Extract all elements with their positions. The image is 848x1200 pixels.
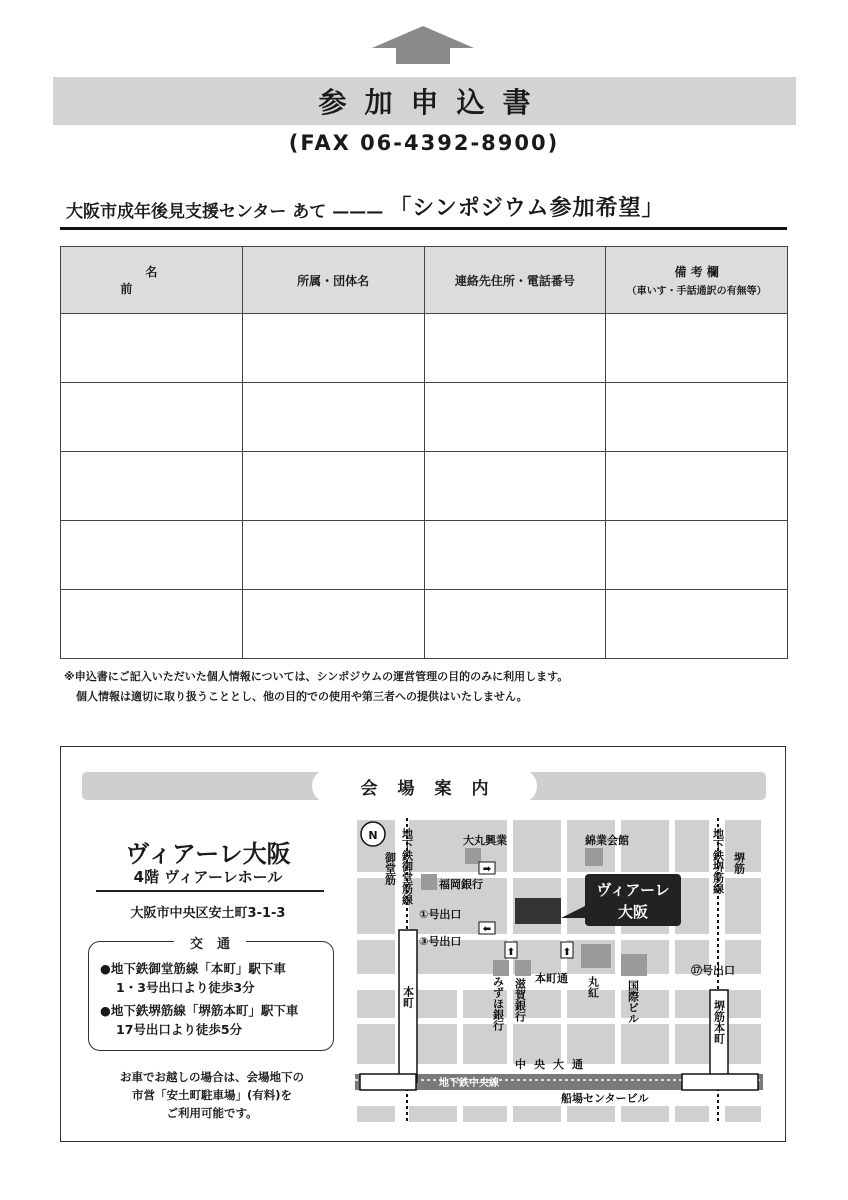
north-label: N [368,829,378,842]
remarks-cell[interactable] [606,521,788,590]
label-kokusai: 国際ビル [626,980,640,1024]
name-cell[interactable] [61,452,243,521]
up-arrow-icon [372,26,474,64]
org-cell[interactable] [242,314,424,383]
access-line-1b: 1・3号出口より徒歩3分 [116,980,255,995]
car-note-line3: ご利用可能です。 [166,1106,258,1120]
table-row [61,314,788,383]
access-title: 交通 [174,933,246,952]
access-line-2a: ●地下鉄堺筋線「堺筋本町」駅下車 [100,1003,299,1018]
name-cell[interactable] [61,383,243,452]
label-sakaisuji-honmachi: 堺筋本町 [712,1000,726,1044]
form-title: 参加申込書 [318,86,549,119]
remarks-cell[interactable] [606,452,788,521]
table-row [61,521,788,590]
addressee-line [66,188,796,222]
table-row [61,452,788,521]
org-cell[interactable] [242,452,424,521]
svg-text:⬆: ⬆ [562,947,572,958]
column-header-remarks: 備 考 欄 （車いす・手話通訳の有無等） [606,247,788,314]
label-chuo-line: 地下鉄中央線 [439,1078,499,1089]
label-menkyo: 綿業会館 [585,834,629,847]
privacy-note-line1: ※申込書にご記入いただいた個人情報については、シンポジウムの運営管理の目的のみに利用します。 [64,670,569,683]
remarks-cell[interactable] [606,590,788,659]
label-shiga: 滋賀銀行 [513,978,527,1022]
column-header-name: 名 前 [61,247,243,314]
name-cell[interactable] [61,314,243,383]
table-row [61,383,788,452]
car-note [92,1068,332,1122]
venue-name: ヴィアーレ大阪 [125,840,291,868]
label-mizuho: みずほ銀行 [491,976,505,1031]
label-exit-1: ①号出口 [419,908,462,921]
application-table [60,246,788,659]
venue-callout-label-1: ヴィアーレ [596,881,670,899]
org-cell[interactable] [242,521,424,590]
name-cell[interactable] [61,590,243,659]
label-midosuji-line: 地下鉄御堂筋線 [400,828,414,905]
label-honmachi-station: 本町 [401,986,415,1008]
fax-number: (FAX 06-4392-8900) [288,131,560,155]
org-cell[interactable] [242,590,424,659]
dash-divider: ——— [332,202,384,222]
remarks-cell[interactable] [606,314,788,383]
venue-header: 会場案内 [312,769,537,803]
label-sakaisuji-line: 地下鉄堺筋線 [711,828,725,894]
venue-address: 大阪市中央区安土町3-1-3 [130,906,286,921]
addressee: 大阪市成年後見支援センター あて [66,202,327,222]
title-band [53,77,796,125]
org-cell[interactable] [242,383,424,452]
table-row [61,590,788,659]
column-header-org: 所属・団体名 [242,247,424,314]
privacy-note-line2: 個人情報は適切に取り扱うこととし、他の目的での使用や第三者への提供はいたしません。 [76,690,528,703]
label-sakaisuji-street: 堺筋 [732,852,746,874]
svg-text:⬅: ⬅ [482,924,492,935]
contact-cell[interactable] [424,383,606,452]
venue-building [515,898,561,924]
name-cell[interactable] [61,521,243,590]
contact-cell[interactable] [424,452,606,521]
label-marubeni: 丸紅 [586,976,600,998]
label-fukuoka: 福岡銀行 [439,878,483,891]
divider [60,227,787,230]
car-note-line2: 市営「安土町駐車場」(有料)を [131,1088,292,1102]
column-header-remarks-sub: （車いす・手話通訳の有無等） [626,286,767,297]
car-note-line1: お車でお越しの場合は、会場地下の [120,1070,304,1084]
access-map [355,818,763,1124]
column-header-contact: 連絡先住所・電話番号 [424,247,606,314]
venue-floor: 4階 ヴィアーレホール [133,868,283,886]
label-honmachi-dori: 本町通 [535,972,568,985]
label-senba: 船場センタービル [561,1092,649,1105]
contact-cell[interactable] [424,521,606,590]
label-midosuji-street: 御堂筋 [383,852,397,885]
venue-callout-label-2: 大阪 [617,903,649,921]
table-header-row [61,247,788,314]
subject: 「シンポジウム参加希望」 [389,196,665,221]
label-exit-17: ⑰号出口 [691,964,735,977]
svg-text:➡: ➡ [482,864,492,875]
divider [96,890,324,892]
contact-cell[interactable] [424,314,606,383]
svg-text:⬆: ⬆ [506,947,516,958]
remarks-cell[interactable] [606,383,788,452]
contact-cell[interactable] [424,590,606,659]
label-chuo-odori: 中央大通 [515,1058,591,1071]
access-line-1a: ●地下鉄御堂筋線「本町」駅下車 [100,961,286,976]
access-line-2b: 17号出口より徒歩5分 [116,1022,243,1037]
label-daimaru: 大丸興業 [463,834,507,847]
label-exit-3: ③号出口 [419,935,462,948]
